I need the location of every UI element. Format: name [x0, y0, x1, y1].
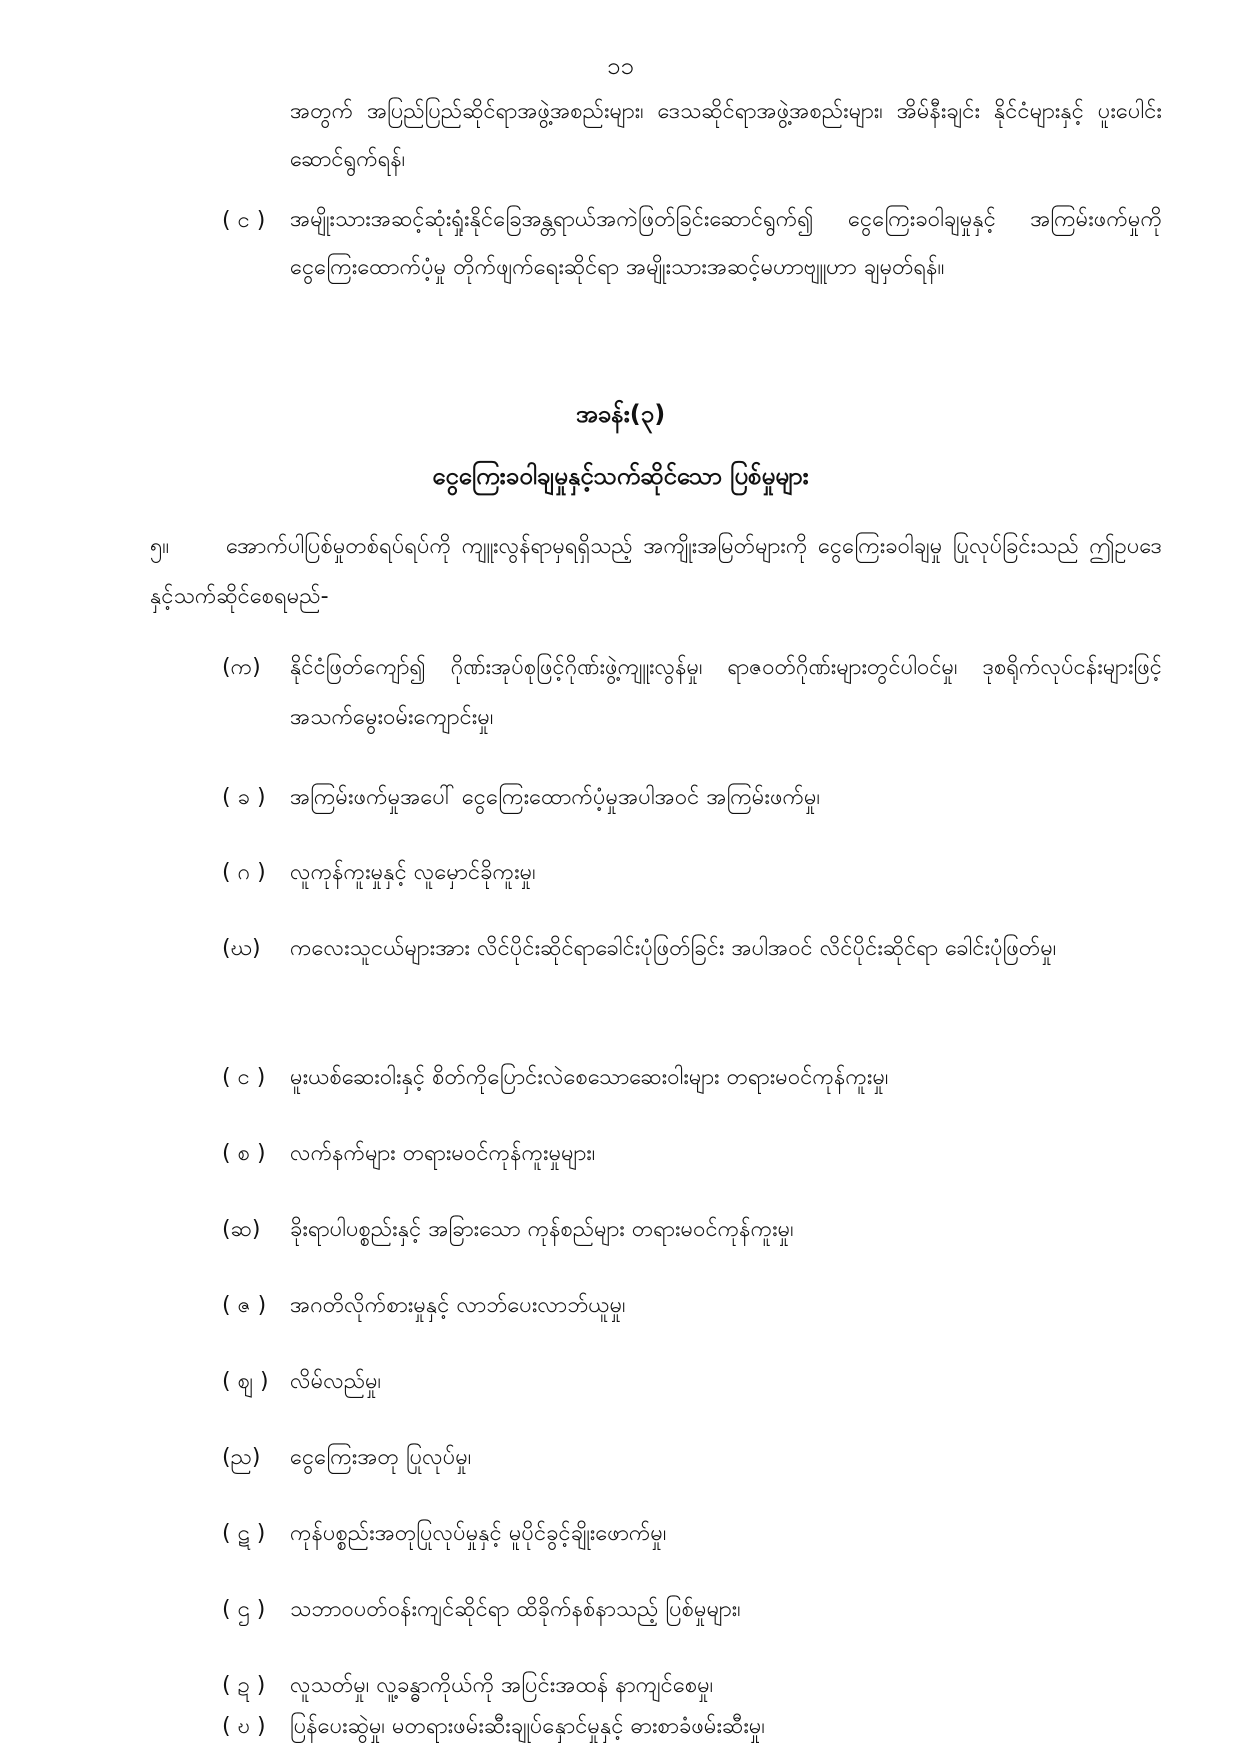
- list-item: [222, 1053, 1162, 1103]
- list-item-text: လက်နက်များ တရားမဝင်ကုန်ကူးမှုများ၊: [290, 1141, 596, 1166]
- list-item-marker: (က): [222, 655, 261, 680]
- list-item-marker: ( ဂ ): [222, 860, 266, 885]
- list-item-marker: ( ဋ ): [222, 1521, 266, 1546]
- list-item: [222, 1129, 1162, 1179]
- section-number: ၅။: [150, 534, 170, 559]
- list-item-marker: (ဃ): [222, 936, 261, 961]
- list-item-marker: ( စ ): [222, 1141, 266, 1166]
- list-item-text: လူကုန်ကူးမှုနှင့် လူမှောင်ခိုကူးမှု၊: [290, 860, 536, 885]
- list-item-text: ခိုးရာပါပစ္စည်းနှင့် အခြားသော ကုန်စည်များ တရားမဝင်ကုန်ကူးမှု၊: [290, 1217, 794, 1242]
- list-item: [222, 1281, 1162, 1331]
- list-item-marker: ( ဍ ): [222, 1673, 266, 1698]
- list-item-text: လိမ်လည်မှု၊: [290, 1369, 382, 1394]
- list-item: [222, 643, 1162, 743]
- list-item-marker: ( ဌ ): [222, 1597, 266, 1622]
- list-item-marker: ( င ): [222, 208, 266, 233]
- list-item-marker: (ဆ): [222, 1217, 261, 1242]
- list-item: [222, 1509, 1162, 1559]
- list-item-text: သဘာဝပတ်ဝန်းကျင်ဆိုင်ရာ ထိခိုက်နစ်နာသည့် ပြစ်မှုများ၊: [290, 1597, 741, 1622]
- list-item-text: လူသတ်မှု၊ လူ့ခန္ဓာကိုယ်ကို အပြင်းအထန် နာကျင်စေမှု၊: [290, 1673, 714, 1698]
- list-item: [222, 924, 1162, 974]
- prior-list-item: [222, 196, 1162, 292]
- list-item: [222, 1205, 1162, 1255]
- list-item: [222, 848, 1162, 898]
- list-item-marker: ( ဈ ): [222, 1369, 269, 1394]
- list-item-marker: ( ဎ ): [222, 1714, 266, 1739]
- page-number: ၁၁: [607, 52, 634, 80]
- continuation-paragraph: အတွက် အပြည်ပြည်ဆိုင်ရာအဖွဲ့အစည်းများ၊ ဒေသဆိုင်ရာအဖွဲ့အစည်းများ၊ အိမ်နီးချင်း နိုင်ငံများနှင့် ပူးပေါင်းဆောင်ရွက်ရန်၊: [290, 99, 1162, 172]
- list-item: [222, 1585, 1162, 1635]
- list-item-marker: ( ခ ): [222, 785, 266, 810]
- list-item-text: ကလေးသူငယ်များအား လိင်ပိုင်းဆိုင်ရာခေါင်းပုံဖြတ်ခြင်း အပါအဝင် လိင်ပိုင်းဆိုင်ရာ ခေါင်းပုံဖြတ်မှု၊: [290, 936, 1057, 961]
- list-item-text: အကြမ်းဖက်မှုအပေါ် ငွေကြေးထောက်ပံ့မှုအပါအဝင် အကြမ်းဖက်မှု၊: [290, 785, 821, 810]
- list-item: [222, 773, 1162, 823]
- chapter-title: ငွေကြေးခဝါချမှုနှင့်သက်ဆိုင်သော ပြစ်မှုများ: [432, 462, 809, 490]
- list-item-marker: ( င ): [222, 1065, 266, 1090]
- section-text: အောက်ပါပြစ်မှုတစ်ရပ်ရပ်ကို ကျူးလွန်ရာမှရရှိသည့် အကျိုးအမြတ်များကို ငွေကြေးခဝါချမှု ပြုလုပ်ခြင်းသည် ဤဥပဒေနှင့်သက်ဆိုင်စေရမည်-: [150, 534, 1162, 609]
- section-paragraph: [150, 522, 1162, 622]
- list-item-text: အဂတိလိုက်စားမှုနှင့် လာဘ်ပေးလာဘ်ယူမှု၊: [290, 1293, 626, 1318]
- list-item-text: ကုန်ပစ္စည်းအတုပြုလုပ်မှုနှင့် မူပိုင်ခွင့်ချိုးဖောက်မှု၊: [290, 1521, 667, 1546]
- list-item: [222, 1357, 1162, 1407]
- list-item-text: ပြန်ပေးဆွဲမှု၊ မတရားဖမ်းဆီးချုပ်နှောင်မှုနှင့် ဓားစာခံဖမ်းဆီးမှု၊: [290, 1714, 765, 1739]
- chapter-number: အခန်း(၃): [575, 400, 666, 428]
- list-item-marker: ( ဇ ): [222, 1293, 267, 1318]
- list-item-text: နိုင်ငံဖြတ်ကျော်၍ ဂိုဏ်းအုပ်စုဖြင့်ဂိုဏ်းဖွဲ့ကျူးလွန်မှု၊ ရာဇဝတ်ဂိုဏ်းများတွင်ပါဝင်မှု၊ ဒုစရိုက်လုပ်ငန်းများဖြင့် အသက်မွေးဝမ်းကျောင်းမှု၊: [290, 655, 1162, 730]
- list-item-marker: (ည): [222, 1445, 261, 1470]
- list-item-text: အမျိုးသားအဆင့်ဆုံးရှုံးနိုင်ခြေအန္တရာယ်အကဲဖြတ်ခြင်းဆောင်ရွက်၍ ငွေကြေးခဝါချမှုနှင့် အကြမ်းဖက်မှုကိုငွေကြေးထောက်ပံ့မှု တိုက်ဖျက်ရေးဆိုင်ရာ အမျိုးသားအဆင့်မဟာဗျူဟာ ချမှတ်ရန်။: [290, 207, 1162, 280]
- list-item-text: မူးယစ်ဆေးဝါးနှင့် စိတ်ကိုပြောင်းလဲစေသောဆေးဝါးများ တရားမဝင်ကုန်ကူးမှု၊: [290, 1065, 889, 1090]
- list-item-text: ငွေကြေးအတု ပြုလုပ်မှု၊: [290, 1445, 472, 1470]
- list-item: [222, 1702, 1162, 1752]
- list-item: [222, 1433, 1162, 1483]
